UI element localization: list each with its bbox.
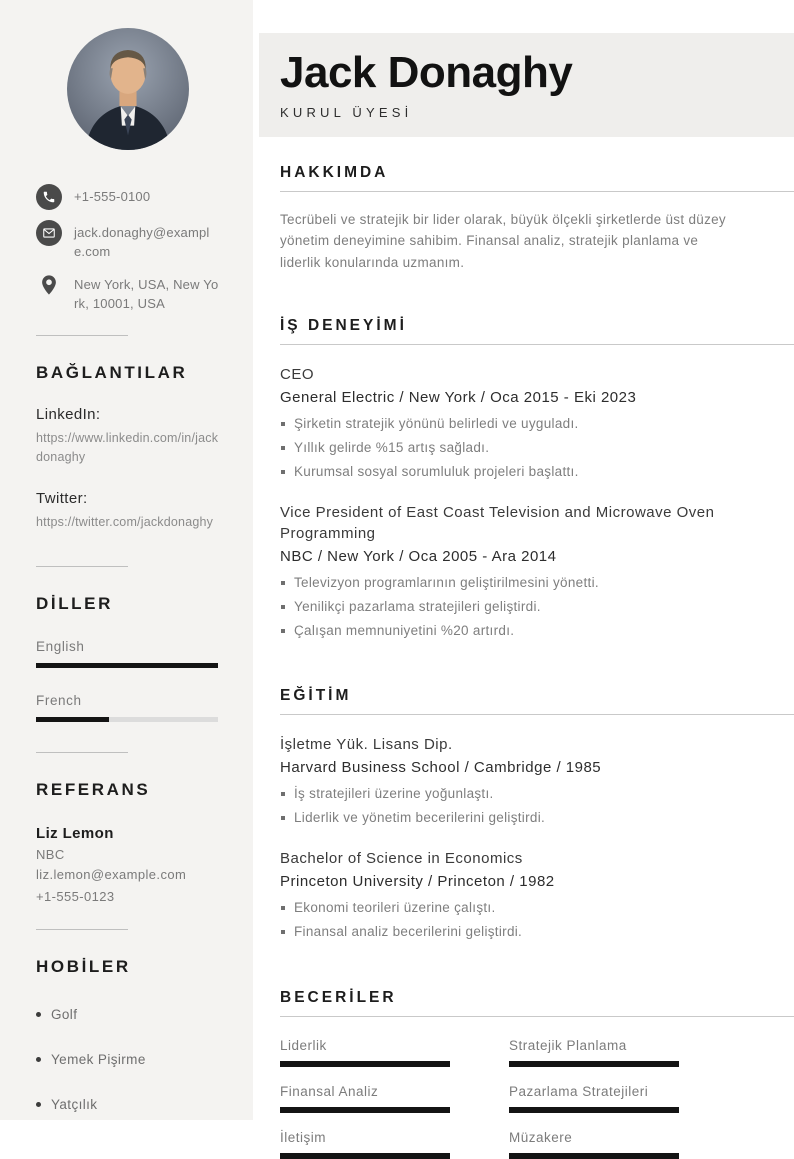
person-name: Jack Donaghy [280,48,573,97]
job-bullet-list [280,575,794,638]
experience-section [280,317,794,638]
profile-photo [67,28,189,150]
skill-name: Stratejik Planlama [509,1037,627,1053]
resume-main [253,0,794,1145]
job-bullet: Televizyon programlarının geliştirilmesini yönetti. [280,575,750,590]
skill-item [509,1038,679,1067]
reference-phone: +1-555-0123 [36,888,115,904]
education-bullet: Finansal analiz becerilerini geliştirdi. [280,924,750,939]
header-band [259,33,794,137]
skill-item [280,1038,450,1067]
skill-name: Müzakere [509,1129,573,1145]
education-title: EĞİTİM [280,686,352,704]
education-degree: İşletme Yük. Lisans Dip. [280,735,453,753]
divider [36,335,128,336]
contact-email-row [36,220,219,262]
avatar [67,28,189,150]
divider [36,752,128,753]
skill-level-fill [509,1107,679,1113]
languages-section-title: DİLLER [36,593,113,613]
education-bullet: İş stratejileri üzerine yoğunlaştı. [280,786,750,801]
language-name: English [36,638,85,654]
education-meta: Harvard Business School / Cambridge / 1985 [280,758,602,776]
reference-name: Liz Lemon [36,824,114,842]
section-rule [280,191,794,192]
skill-level-fill [509,1061,679,1067]
skills-grid [280,1038,794,1159]
skill-item [280,1084,450,1113]
skill-level-bar [509,1061,679,1067]
job-role: CEO [280,365,315,383]
language-level-bar [36,717,218,722]
skill-level-bar [280,1061,450,1067]
job-meta: General Electric / New York / Oca 2015 - Eki 2023 [280,388,637,406]
job-bullet: Yenilikçi pazarlama stratejileri geliştirdi. [280,599,750,614]
skill-level-bar [509,1153,679,1159]
experience-title: İŞ DENEYİMİ [280,316,407,334]
skill-level-fill [280,1153,450,1159]
skill-name: Finansal Analiz [280,1083,379,1099]
skill-name: İletişim [280,1129,327,1145]
linkedin-label: LinkedIn: [36,406,101,424]
email-address: jack.donaghy@example.com [74,225,210,259]
map-pin-icon [36,272,62,298]
section-rule [280,1016,794,1017]
education-bullet-list [280,900,794,939]
linkedin-url[interactable]: https://www.linkedin.com/in/jackdonaghy [36,431,219,465]
skill-name: Pazarlama Stratejileri [509,1083,649,1099]
sidebar [0,0,253,1120]
skill-item [509,1130,679,1159]
job-bullet: Yıllık gelirde %15 artış sağladı. [280,440,750,455]
language-level-fill [36,663,218,668]
about-section [280,164,794,273]
job-entry [280,502,794,638]
education-section [280,687,794,939]
hobby-item: Yemek Pişirme [36,1052,219,1067]
reference-email: liz.lemon@example.com [36,866,187,882]
address: New York, USA, New York, 10001, USA [74,276,219,311]
contact-address-row [36,272,219,314]
skills-section [280,989,794,1159]
envelope-icon [36,220,62,246]
job-role: Vice President of East Coast Television and Microwave Oven Programming [280,503,715,542]
skill-level-bar [509,1107,679,1113]
reference-section-title: REFERANS [36,779,151,799]
phone-icon [36,184,62,210]
about-text: Tecrübeli ve stratejik bir lider olarak, büyük ölçekli şirketlerde üst düzey yönetim deneyimine sahibim. Finansal analiz, stratejik planlama ve liderlik konularında uzmanım. [280,212,726,270]
divider [36,929,128,930]
section-rule [280,344,794,345]
reference-company: NBC [36,846,65,862]
education-meta: Princeton University / Princeton / 1982 [280,872,555,890]
education-bullet-list [280,786,794,825]
contact-phone-row [36,184,219,210]
language-name: French [36,692,82,708]
section-rule [280,714,794,715]
skill-item [509,1084,679,1113]
hobby-item: Yatçılık [36,1097,219,1112]
skill-level-fill [280,1061,450,1067]
divider [36,566,128,567]
hobbies-section-title: HOBİLER [36,956,131,976]
phone-number: +1-555-0100 [74,189,151,204]
twitter-label: Twitter: [36,489,88,507]
education-bullet: Ekonomi teorileri üzerine çalıştı. [280,900,750,915]
job-bullet: Çalışan memnuniyetini %20 artırdı. [280,623,750,638]
job-bullet: Kurumsal sosyal sorumluluk projeleri başlattı. [280,464,750,479]
job-bullet: Şirketin stratejik yönünü belirledi ve uyguladı. [280,416,750,431]
education-bullet: Liderlik ve yönetim becerilerini geliştirdi. [280,810,750,825]
person-role: KURUL ÜYESİ [280,105,413,120]
education-entry [280,734,794,825]
twitter-url[interactable]: https://twitter.com/jackdonaghy [36,514,214,529]
job-meta: NBC / New York / Oca 2005 - Ara 2014 [280,547,557,565]
links-section-title: BAĞLANTILAR [36,363,188,383]
about-title: HAKKIMDA [280,164,389,181]
job-bullet-list [280,416,794,479]
job-entry [280,364,794,479]
hobby-list [36,1007,219,1112]
hobby-item: Golf [36,1007,219,1022]
education-degree: Bachelor of Science in Economics [280,849,523,867]
education-entry [280,848,794,939]
skills-title: BECERİLER [280,988,397,1006]
skill-level-bar [280,1107,450,1113]
skill-item [280,1130,450,1159]
language-level-bar [36,663,218,668]
skill-level-fill [509,1153,679,1159]
contact-info [36,184,219,313]
language-level-fill [36,717,109,722]
skill-level-bar [280,1153,450,1159]
skill-level-fill [280,1107,450,1113]
skill-name: Liderlik [280,1037,327,1053]
